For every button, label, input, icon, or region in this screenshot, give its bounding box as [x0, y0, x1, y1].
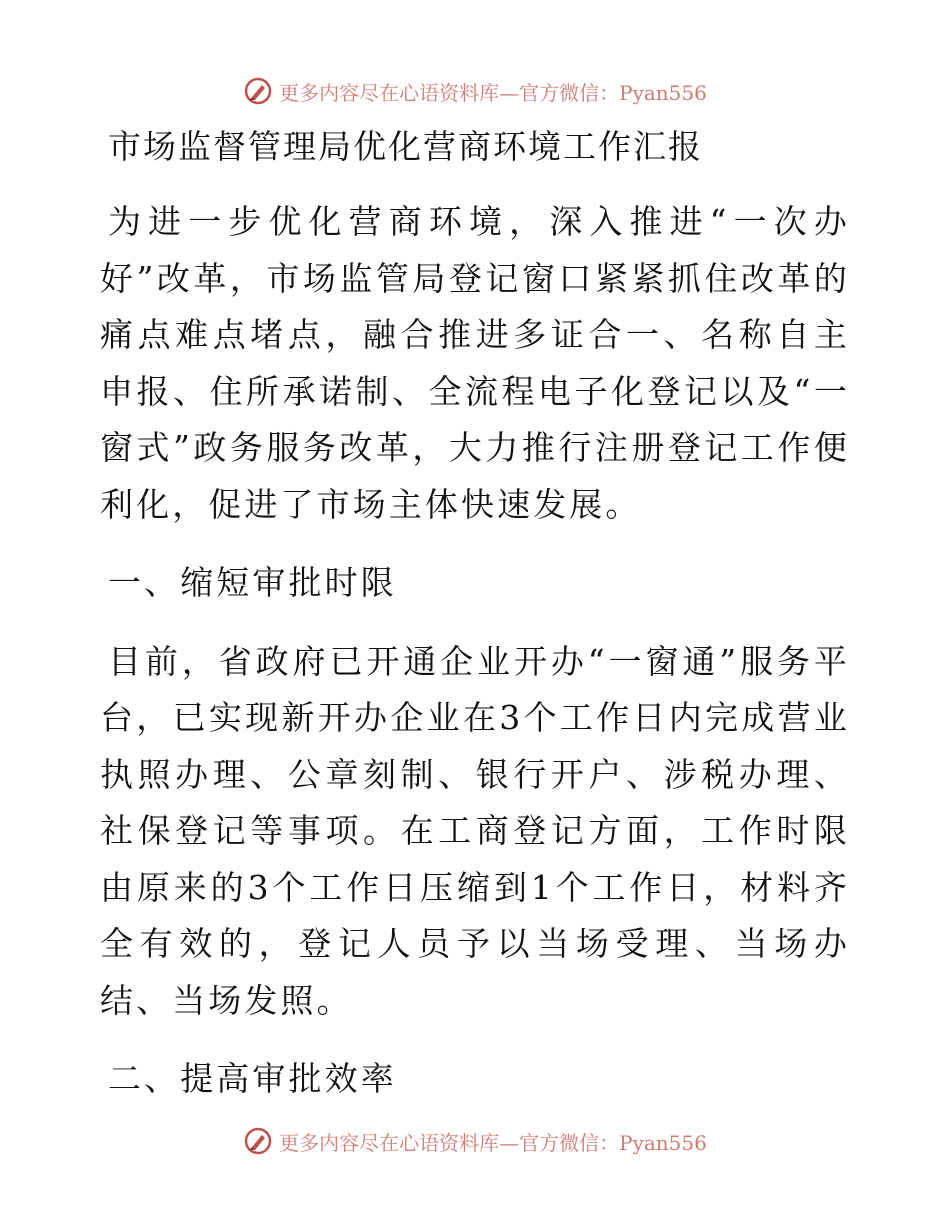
watermark-banner-bottom [0, 1121, 950, 1161]
watermark-group [243, 1126, 707, 1156]
watermark-group [243, 76, 707, 106]
document-title: 市场监督管理局优化营商环境工作汇报 [108, 127, 703, 166]
document-page [100, 118, 850, 1130]
watermark-banner-top [0, 71, 950, 111]
watermark-text: 更多内容尽在心语资料库—官方微信：Pyan556 [279, 1130, 707, 1155]
section-1-paragraph: 目前，省政府已开通企业开办“一窗通”服务平台，已实现新开办企业在3个工作日内完成营业执照办理、公章刻制、银行开户、涉税办理、社保登记等事项。在工商登记方面，工作时限由原来的3个工作日压缩到1个工作日，材料齐全有效的，登记人员予以当场受理、当场办结、当场发照。 [100, 641, 850, 1020]
section-heading-1: 一、缩短审批时限 [108, 563, 397, 602]
intro-paragraph: 为进一步优化营商环境，深入推进“一次办好”改革，市场监管局登记窗口紧紧抓住改革的痛点难点堵点，融合推进多证合一、名称自主申报、住所承诺制、全流程电子化登记以及“一窗式”政务服务改革，大力推行注册登记工作便利化，促进了市场主体快速发展。 [100, 202, 850, 524]
section-heading-2: 二、提高审批效率 [108, 1059, 397, 1098]
watermark-text: 更多内容尽在心语资料库—官方微信：Pyan556 [279, 80, 707, 105]
pen-logo-icon [243, 1126, 273, 1156]
pen-logo-icon [243, 76, 273, 106]
